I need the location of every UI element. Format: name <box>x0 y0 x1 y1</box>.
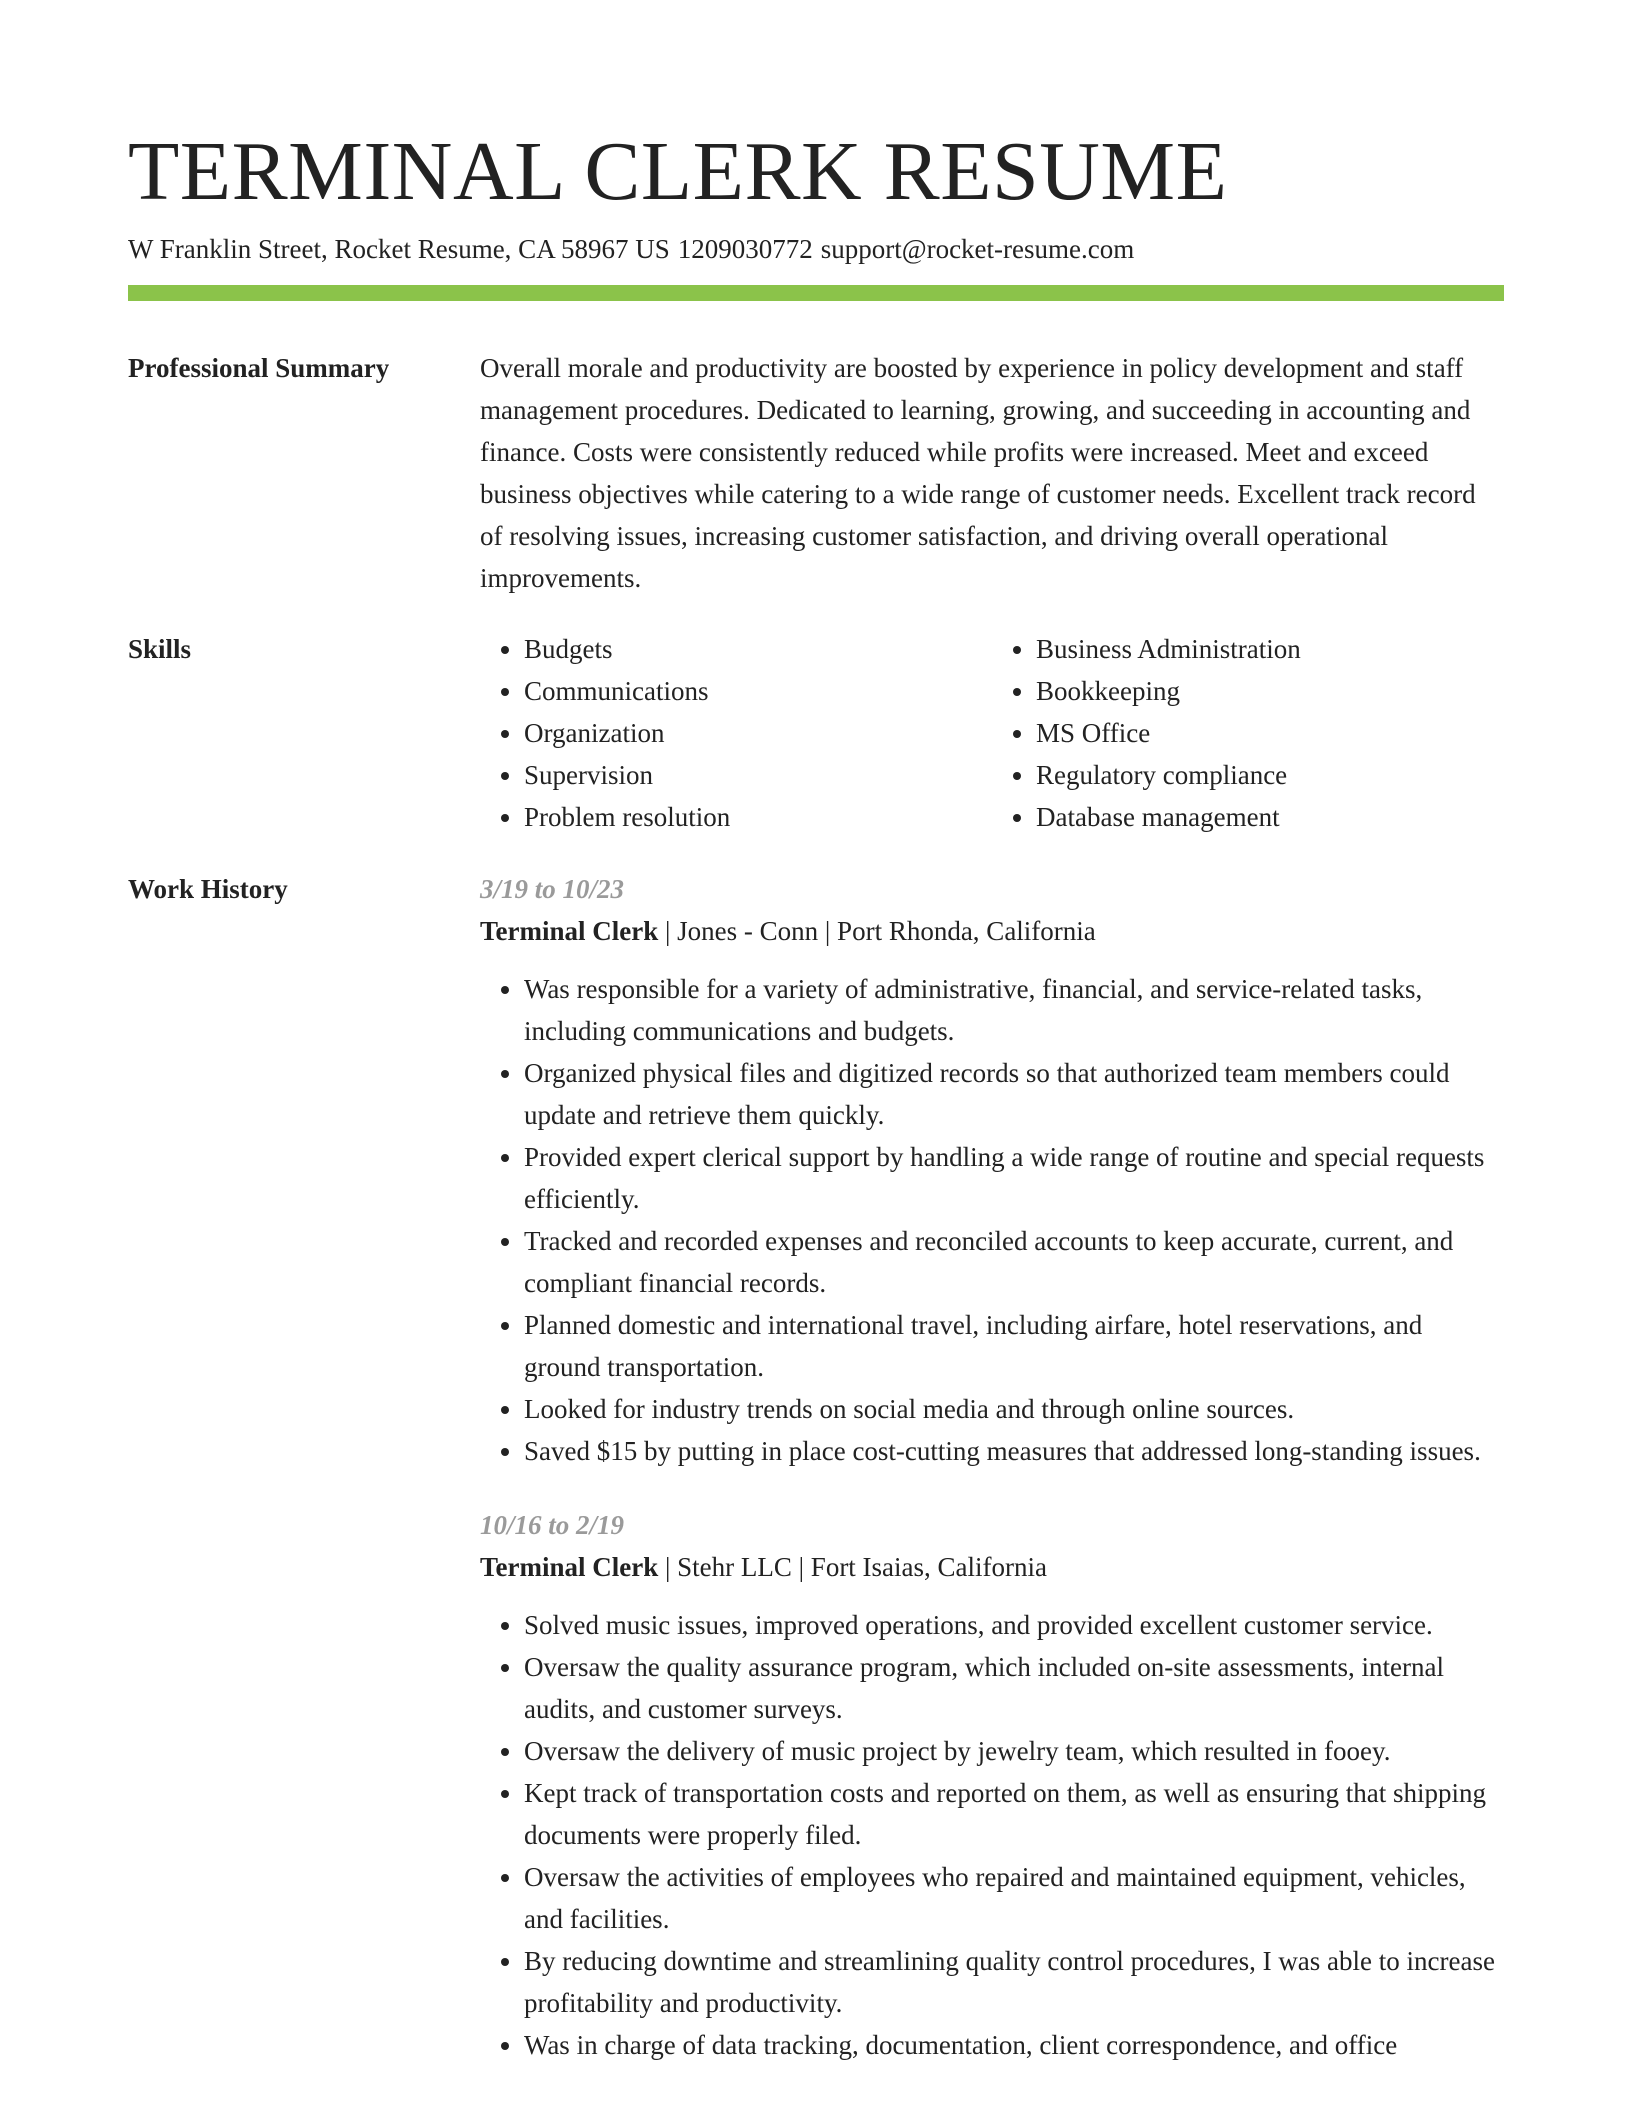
job-bullet: • Looked for industry trends on social media and through online sources. <box>524 1388 1504 1430</box>
contact-email[interactable]: support@rocket-resume.com <box>820 234 1135 264</box>
job-bullet: • Oversaw the delivery of music project by jewelry team, which resulted in fooey. <box>524 1730 1504 1772</box>
job-heading <box>480 910 1504 952</box>
job-bullet: • Tracked and recorded expenses and reconciled accounts to keep accurate, current, and compliant financial records. <box>524 1220 1504 1304</box>
skills-list-right <box>992 628 1504 838</box>
job-bullet: • Was in charge of data tracking, documentation, client correspondence, and office <box>524 2024 1504 2066</box>
job-bullet: • Solved music issues, improved operations, and provided excellent customer service. <box>524 1604 1504 1646</box>
job-details: | Jones - Conn | Port Rhonda, California <box>658 916 1096 946</box>
skills-label: Skills <box>128 634 192 664</box>
job-bullet: • Kept track of transportation costs and reported on them, as well as ensuring that shipping documents were properly filed. <box>524 1772 1504 1856</box>
job-bullet: • Oversaw the activities of employees who repaired and maintained equipment, vehicles, and facilities. <box>524 1856 1504 1940</box>
job-bullet: • Provided expert clerical support by handling a wide range of routine and special requests efficiently. <box>524 1136 1504 1220</box>
job-entry <box>480 1504 1504 2066</box>
skills-list-left <box>480 628 992 838</box>
skill-item: • Budgets <box>524 628 992 670</box>
job-role: Terminal Clerk <box>480 916 659 946</box>
skill-item: • Business Administration <box>1036 628 1504 670</box>
skill-item: • Database management <box>1036 796 1504 838</box>
skill-item: • MS Office <box>1036 712 1504 754</box>
skill-item: • Problem resolution <box>524 796 992 838</box>
summary-text: Overall morale and productivity are boosted by experience in policy development and staff management procedures. Dedicated to learning, growing, and succeeding in accounting and finance. Costs were consistently reduced while profits were increased. Meet and exceed business objectives while catering to a wide range of customer needs. Excellent track record of resolving issues, increasing customer satisfaction, and driving overall operational improvements. <box>480 353 1476 593</box>
summary-label: Professional Summary <box>128 353 390 383</box>
job-dates: 3/19 to 10/23 <box>480 874 625 904</box>
job-bullet: • By reducing downtime and streamlining quality control procedures, I was able to increase profitability and productivity. <box>524 1940 1504 2024</box>
job-bullet: • Planned domestic and international travel, including airfare, hotel reservations, and ground transportation. <box>524 1304 1504 1388</box>
resume-title: TERMINAL CLERK RESUME <box>128 125 1228 218</box>
skill-item: • Supervision <box>524 754 992 796</box>
job-bullets <box>480 968 1504 1472</box>
job-bullet: • Saved $15 by putting in place cost-cutting measures that addressed long-standing issues. <box>524 1430 1504 1472</box>
job-details: | Stehr LLC | Fort Isaias, California <box>658 1552 1047 1582</box>
header-divider <box>128 285 1504 301</box>
job-bullets <box>480 1604 1504 2066</box>
job-role: Terminal Clerk <box>480 1552 659 1582</box>
skill-item: • Communications <box>524 670 992 712</box>
skills-body <box>480 628 1504 838</box>
job-bullet: • Organized physical files and digitized records so that authorized team members could update and retrieve them quickly. <box>524 1052 1504 1136</box>
skill-item: • Bookkeeping <box>1036 670 1504 712</box>
skill-item: • Organization <box>524 712 992 754</box>
job-heading <box>480 1546 1504 1588</box>
contact-line <box>128 231 1134 267</box>
work-history-label: Work History <box>128 874 288 904</box>
summary-body <box>480 347 1504 599</box>
contact-phone: 1209030772 <box>677 234 813 264</box>
work-history-body <box>480 868 1504 2098</box>
job-bullet: • Oversaw the quality assurance program, which included on-site assessments, internal audits, and customer surveys. <box>524 1646 1504 1730</box>
skill-item: • Regulatory compliance <box>1036 754 1504 796</box>
job-dates: 10/16 to 2/19 <box>480 1510 625 1540</box>
job-bullet: • Was responsible for a variety of administrative, financial, and service-related tasks, including communications and budgets. <box>524 968 1504 1052</box>
job-entry <box>480 868 1504 1472</box>
contact-address: W Franklin Street, Rocket Resume, CA 58967 US <box>128 234 670 264</box>
